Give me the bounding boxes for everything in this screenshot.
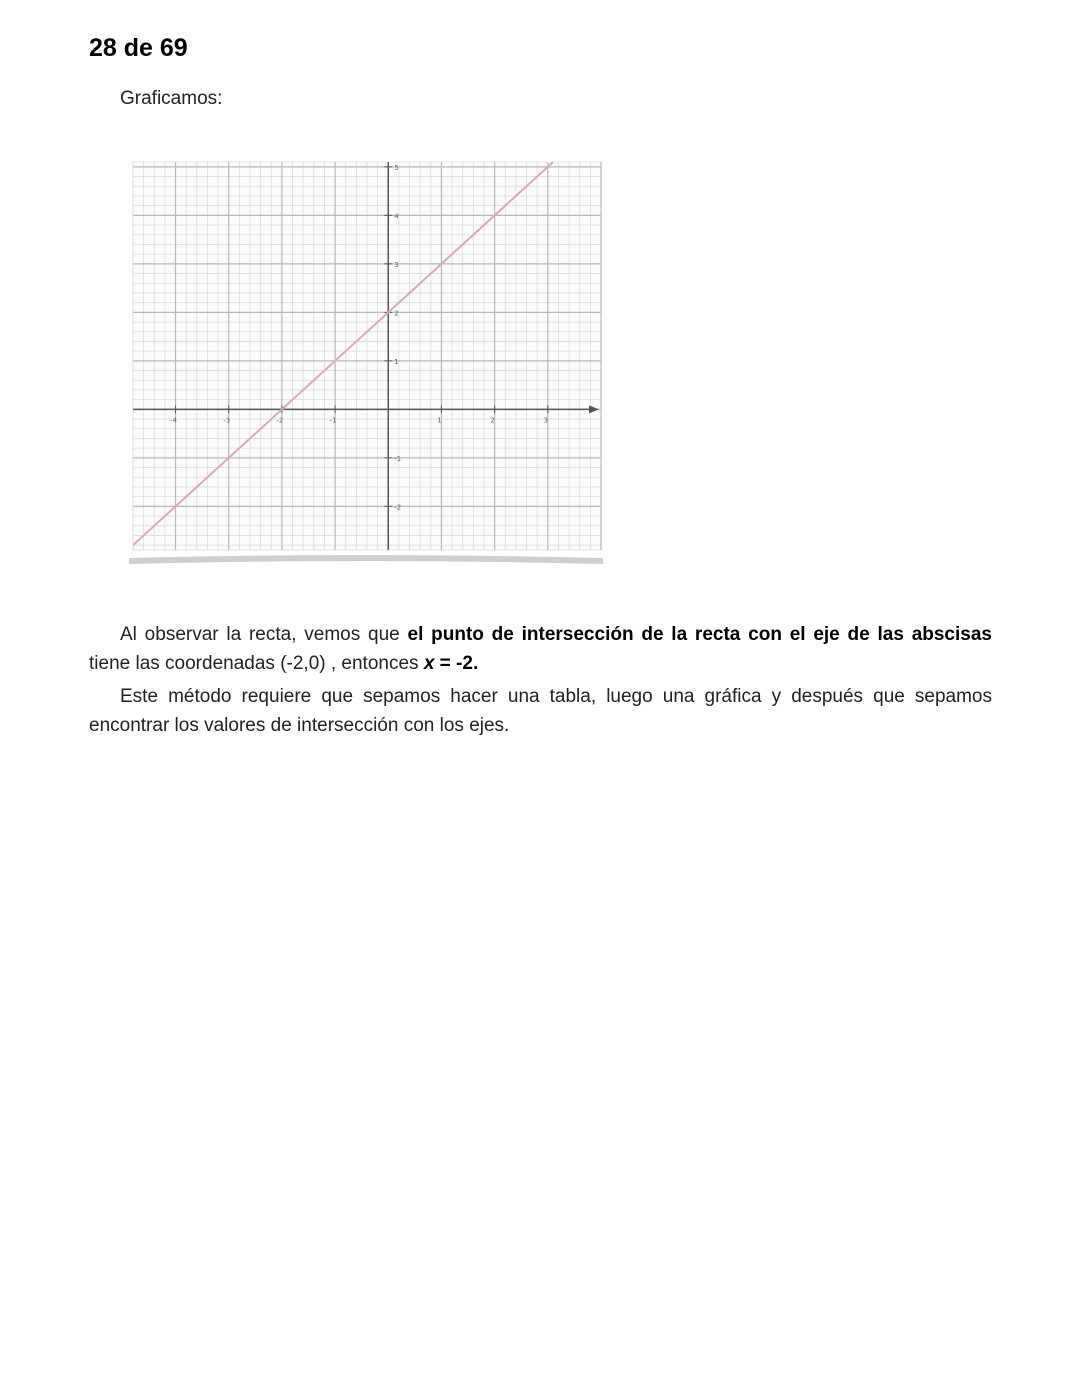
paragraph1-mid: tiene las coordenadas (-2,0) , entonces — [89, 653, 424, 674]
equation-value: = -2. — [434, 653, 479, 674]
solution-equation — [424, 653, 478, 674]
paragraph1-lead: Al observar la recta, vemos que — [120, 624, 408, 645]
y-tick-label: 1 — [394, 357, 399, 366]
paragraph-intersection — [89, 620, 992, 678]
paragraph1-bold: el punto de intersección de la recta con el eje de las abscisas — [407, 624, 992, 645]
y-tick-label: 2 — [394, 309, 399, 318]
y-tick-label: 4 — [394, 212, 399, 221]
y-tick-label: -2 — [394, 503, 402, 512]
x-tick-label: 2 — [490, 416, 495, 425]
y-tick-label: -1 — [394, 454, 402, 463]
intro-text: Graficamos: — [120, 88, 223, 109]
x-tick-label: -2 — [276, 416, 284, 425]
y-tick-label: 3 — [394, 260, 399, 269]
graph-figure — [127, 156, 607, 576]
paragraph-method: Este método requiere que sepamos hacer una tabla, luego una gráfica y después que sepamos encontrar los valores de intersección con los ejes. — [89, 686, 992, 736]
x-tick-label: -4 — [170, 416, 178, 425]
page-number: 28 de 69 — [89, 34, 188, 62]
x-tick-label: -3 — [223, 416, 231, 425]
x-tick-label: 3 — [543, 416, 549, 425]
x-tick-label: 1 — [437, 416, 442, 425]
line-chart — [127, 156, 607, 576]
y-tick-label: 5 — [394, 163, 399, 172]
equation-variable: x — [423, 653, 435, 674]
x-tick-label: -1 — [329, 416, 337, 425]
